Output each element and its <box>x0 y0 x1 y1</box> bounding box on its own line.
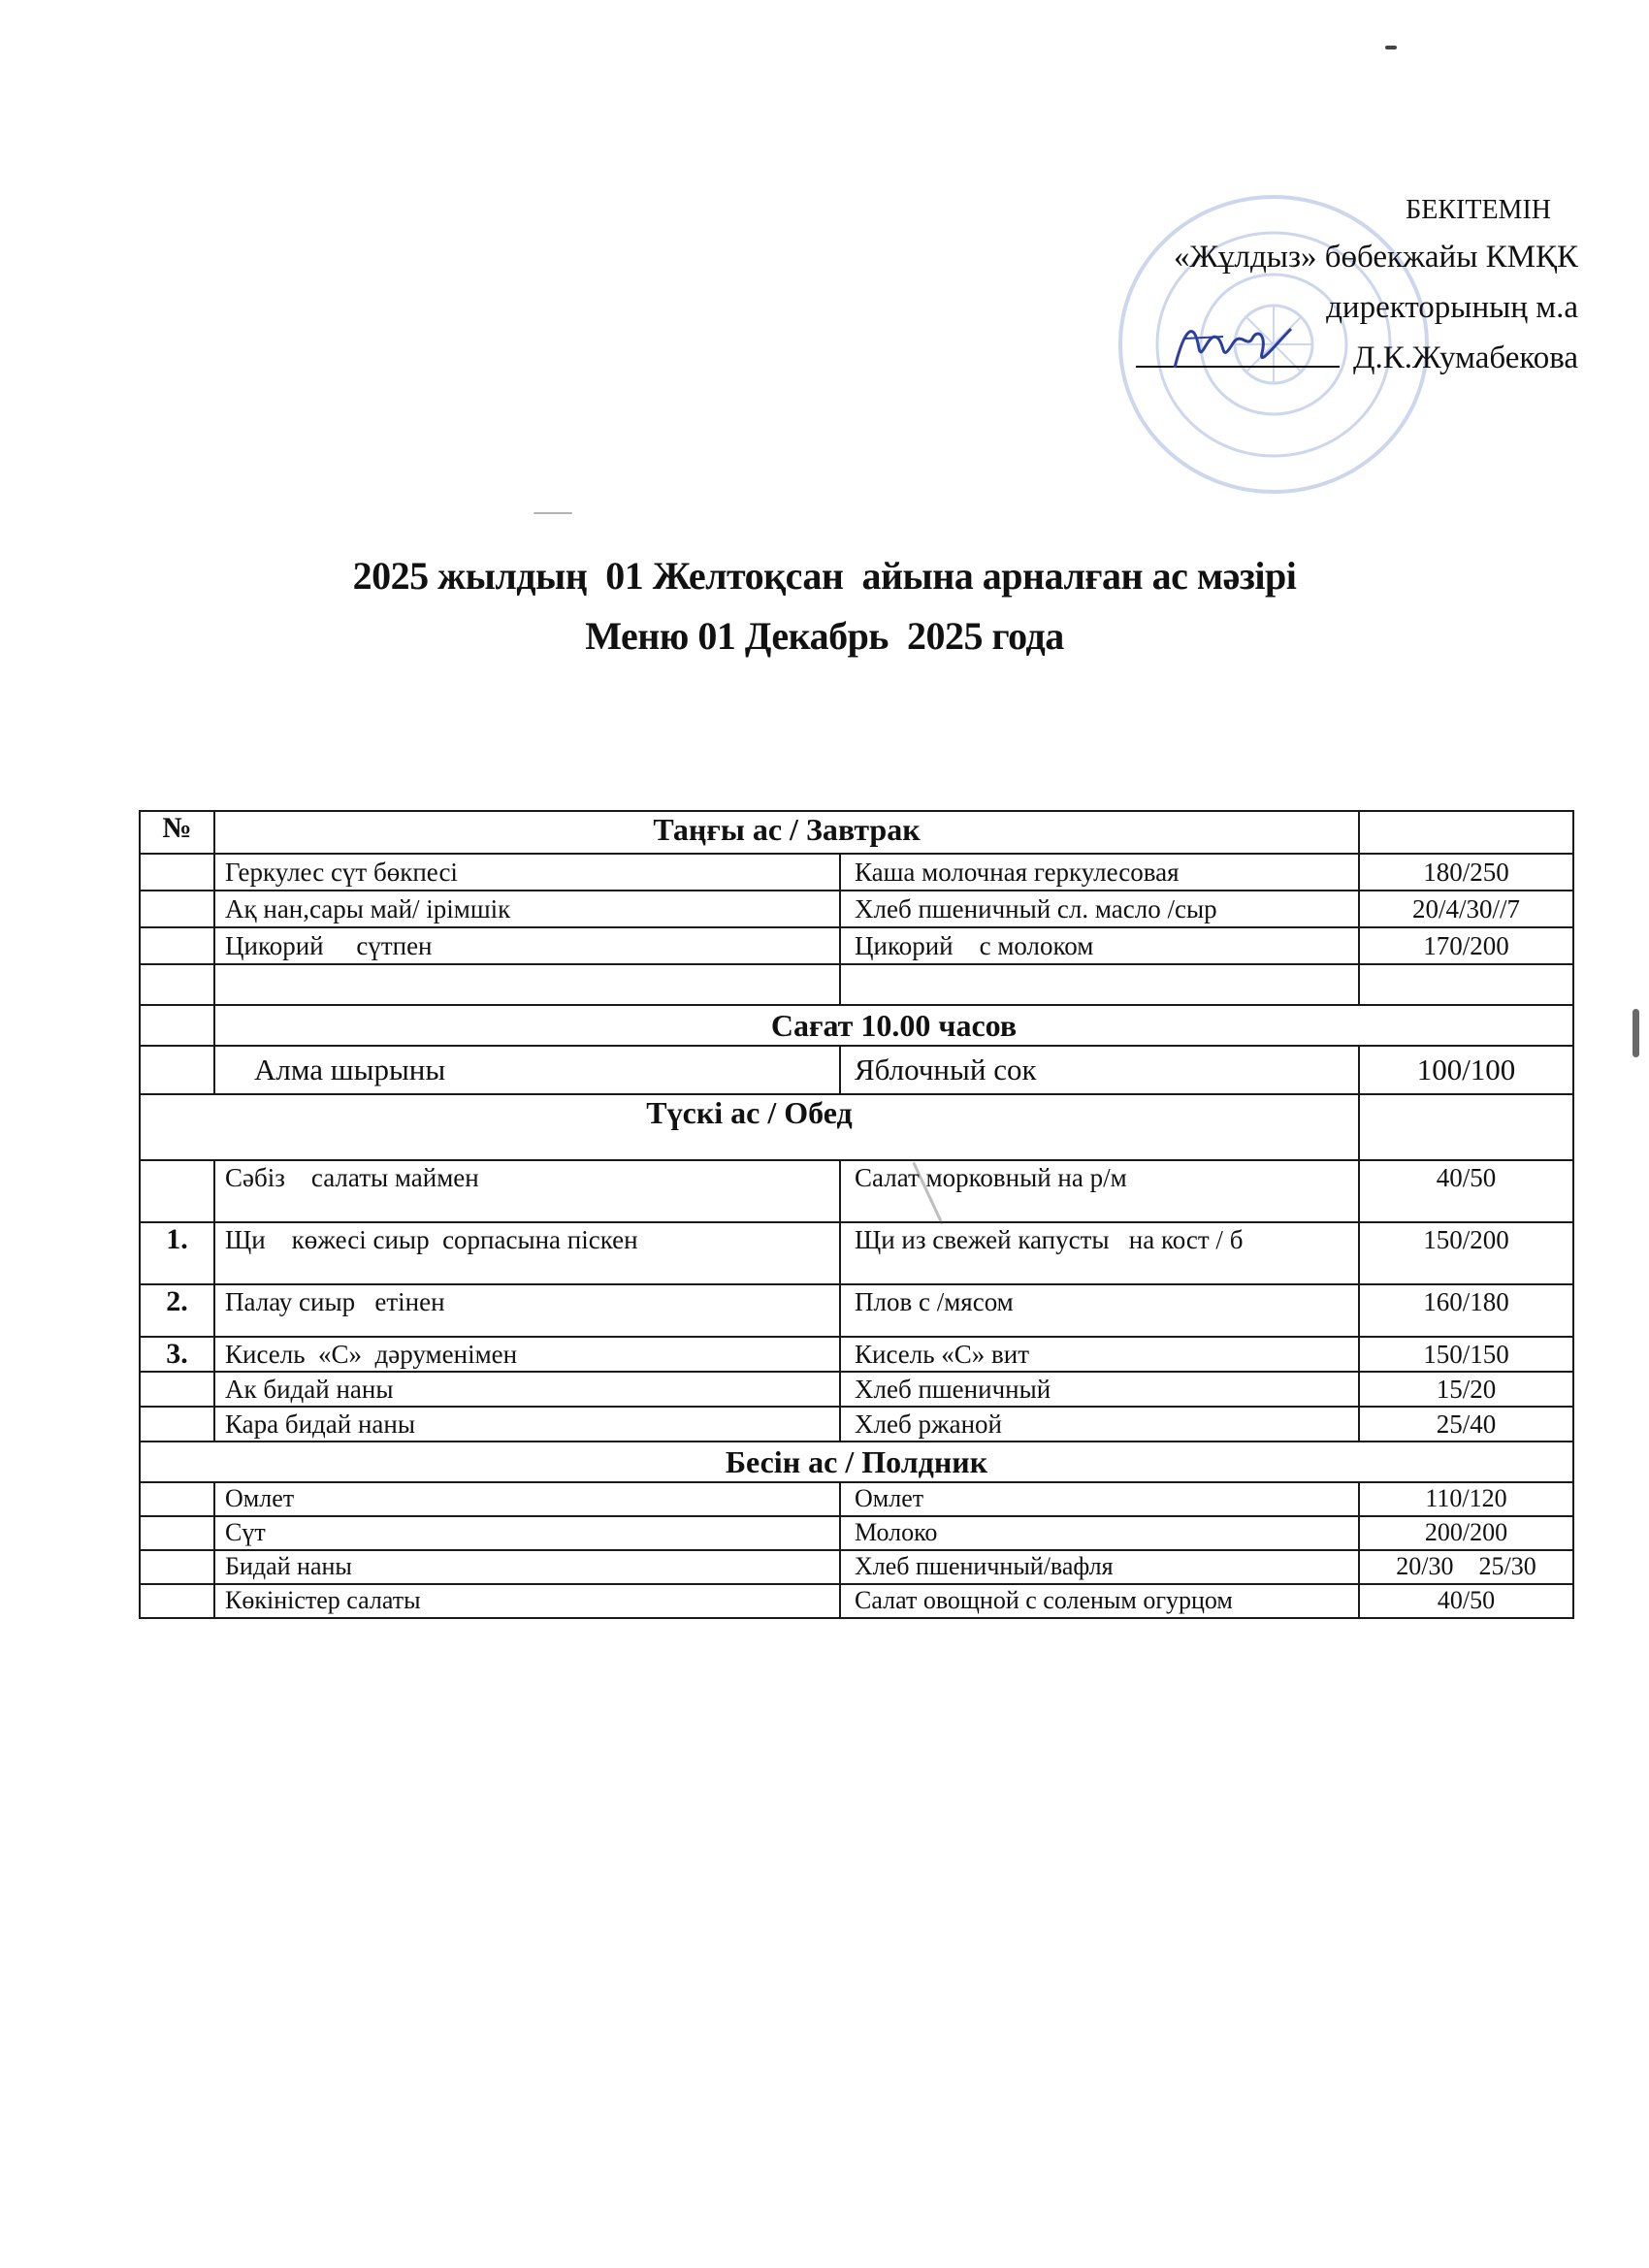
row-number <box>140 1372 214 1407</box>
table-row <box>140 1407 1573 1442</box>
dish-kazakh: Кара бидай наны <box>214 1407 840 1442</box>
table-row <box>140 1337 1573 1372</box>
scan-mark <box>1633 1009 1639 1057</box>
row-number <box>140 854 214 891</box>
dish-weight: 40/50 <box>1359 1584 1573 1618</box>
dish-weight: 150/150 <box>1359 1337 1573 1372</box>
table-row <box>140 1284 1573 1337</box>
afternoon-header-row <box>140 1442 1573 1482</box>
dish-kazakh: Сәбіз салаты маймен <box>214 1160 840 1222</box>
section-title-breakfast: Таңғы ас / Завтрак <box>214 811 1359 854</box>
dish-weight: 100/100 <box>1359 1046 1573 1094</box>
dish-russian: Щи из свежей капусты на кост / б <box>840 1222 1359 1284</box>
approval-heading: БЕКІТЕМІН <box>1406 195 1551 225</box>
table-row <box>140 1372 1573 1407</box>
section-title-lunch: Түскі ас / Обед <box>140 1094 1359 1160</box>
dish-weight <box>1359 964 1573 1005</box>
dish-weight: 110/120 <box>1359 1482 1573 1516</box>
section-title-afternoon: Бесін ас / Полдник <box>140 1442 1573 1482</box>
dish-russian: Омлет <box>840 1482 1359 1516</box>
signer-name: Д.К.Жумабекова <box>1353 340 1578 375</box>
dish-russian: Плов с /мясом <box>840 1284 1359 1337</box>
dish-russian: Молоко <box>840 1516 1359 1550</box>
handwritten-signature-icon <box>1165 309 1301 377</box>
dish-russian: Хлеб пшеничный/вафля <box>840 1550 1359 1584</box>
title-russian: Меню 01 Декабрь 2025 года <box>585 614 1064 658</box>
dish-kazakh: Палау сиыр етінен <box>214 1284 840 1337</box>
dish-russian: Салат овощной с соленым огурцом <box>840 1584 1359 1618</box>
dish-kazakh: Щи көжесі сиыр сорпасына піскен <box>214 1222 840 1284</box>
table-row <box>140 1222 1573 1284</box>
row-number <box>140 1482 214 1516</box>
dish-weight: 180/250 <box>1359 854 1573 891</box>
dish-russian: Хлеб пшеничный сл. масло /сыр <box>840 891 1359 927</box>
dish-russian: Хлеб ржаной <box>840 1407 1359 1442</box>
section-title-snack: Сағат 10.00 часов <box>214 1005 1573 1046</box>
dish-russian: Салат морковный на р/м <box>840 1160 1359 1222</box>
dish-weight: 40/50 <box>1359 1160 1573 1222</box>
row-number <box>140 891 214 927</box>
dish-weight: 150/200 <box>1359 1222 1573 1284</box>
dish-kazakh: Кисель «С» дәруменімен <box>214 1337 840 1372</box>
title-kazakh: 2025 жылдың 01 Желтоқсан айына арналған ас мәзірі <box>352 554 1297 598</box>
row-number <box>140 1046 214 1094</box>
dish-russian <box>840 964 1359 1005</box>
weight-header-cell <box>1359 1094 1573 1160</box>
dish-kazakh: Цикорий сүтпен <box>214 927 840 964</box>
dish-weight: 25/40 <box>1359 1407 1573 1442</box>
row-number: 1. <box>140 1222 214 1284</box>
dish-russian: Цикорий с молоком <box>840 927 1359 964</box>
dish-russian: Яблочный сок <box>840 1046 1359 1094</box>
dish-kazakh: Сүт <box>214 1516 840 1550</box>
table-row <box>140 854 1573 891</box>
dish-kazakh: Ак бидай наны <box>214 1372 840 1407</box>
breakfast-header-row <box>140 811 1573 854</box>
table-row <box>140 1550 1573 1584</box>
signature-line <box>1136 333 1578 383</box>
dish-russian: Каша молочная геркулесовая <box>840 854 1359 891</box>
dish-weight: 160/180 <box>1359 1284 1573 1337</box>
table-row <box>140 1584 1573 1618</box>
dish-kazakh: Алма шырыны <box>214 1046 840 1094</box>
lunch-header-row <box>140 1094 1573 1160</box>
approval-block <box>1136 189 1578 383</box>
row-number <box>140 964 214 1005</box>
table-row <box>140 1482 1573 1516</box>
dish-kazakh <box>214 964 840 1005</box>
row-number: 2. <box>140 1284 214 1337</box>
dish-russian: Кисель «С» вит <box>840 1337 1359 1372</box>
scan-mark <box>534 512 572 514</box>
row-number <box>140 1584 214 1618</box>
organization-name: «Жұлдыз» бөбекжайы КМҚК <box>1173 240 1578 275</box>
dish-weight: 20/30 25/30 <box>1359 1550 1573 1584</box>
dish-weight: 15/20 <box>1359 1372 1573 1407</box>
table-row-empty <box>140 964 1573 1005</box>
dish-kazakh: Бидай наны <box>214 1550 840 1584</box>
table-row <box>140 1516 1573 1550</box>
menu-table <box>139 810 1574 1619</box>
director-title: директорының м.а <box>1326 290 1578 325</box>
dish-kazakh: Көкіністер салаты <box>214 1584 840 1618</box>
dish-kazakh: Геркулес сүт бөкпесі <box>214 854 840 891</box>
dish-weight: 200/200 <box>1359 1516 1573 1550</box>
weight-header-cell <box>1359 811 1573 854</box>
table-row <box>140 1160 1573 1222</box>
row-number: 3. <box>140 1337 214 1372</box>
dish-weight: 20/4/30//7 <box>1359 891 1573 927</box>
scan-mark <box>1385 46 1397 49</box>
row-number <box>140 1005 214 1046</box>
table-row <box>140 1046 1573 1094</box>
dish-kazakh: Омлет <box>214 1482 840 1516</box>
number-column-header: № <box>140 811 214 854</box>
dish-russian: Хлеб пшеничный <box>840 1372 1359 1407</box>
row-number <box>140 927 214 964</box>
row-number <box>140 1160 214 1222</box>
dish-weight: 170/200 <box>1359 927 1573 964</box>
signature-underline <box>1136 356 1340 368</box>
snack-header-row <box>140 1005 1573 1046</box>
table-row <box>140 891 1573 927</box>
dish-kazakh: Ақ нан,сары май/ ірімшік <box>214 891 840 927</box>
row-number <box>140 1407 214 1442</box>
row-number <box>140 1550 214 1584</box>
row-number <box>140 1516 214 1550</box>
table-row <box>140 927 1573 964</box>
